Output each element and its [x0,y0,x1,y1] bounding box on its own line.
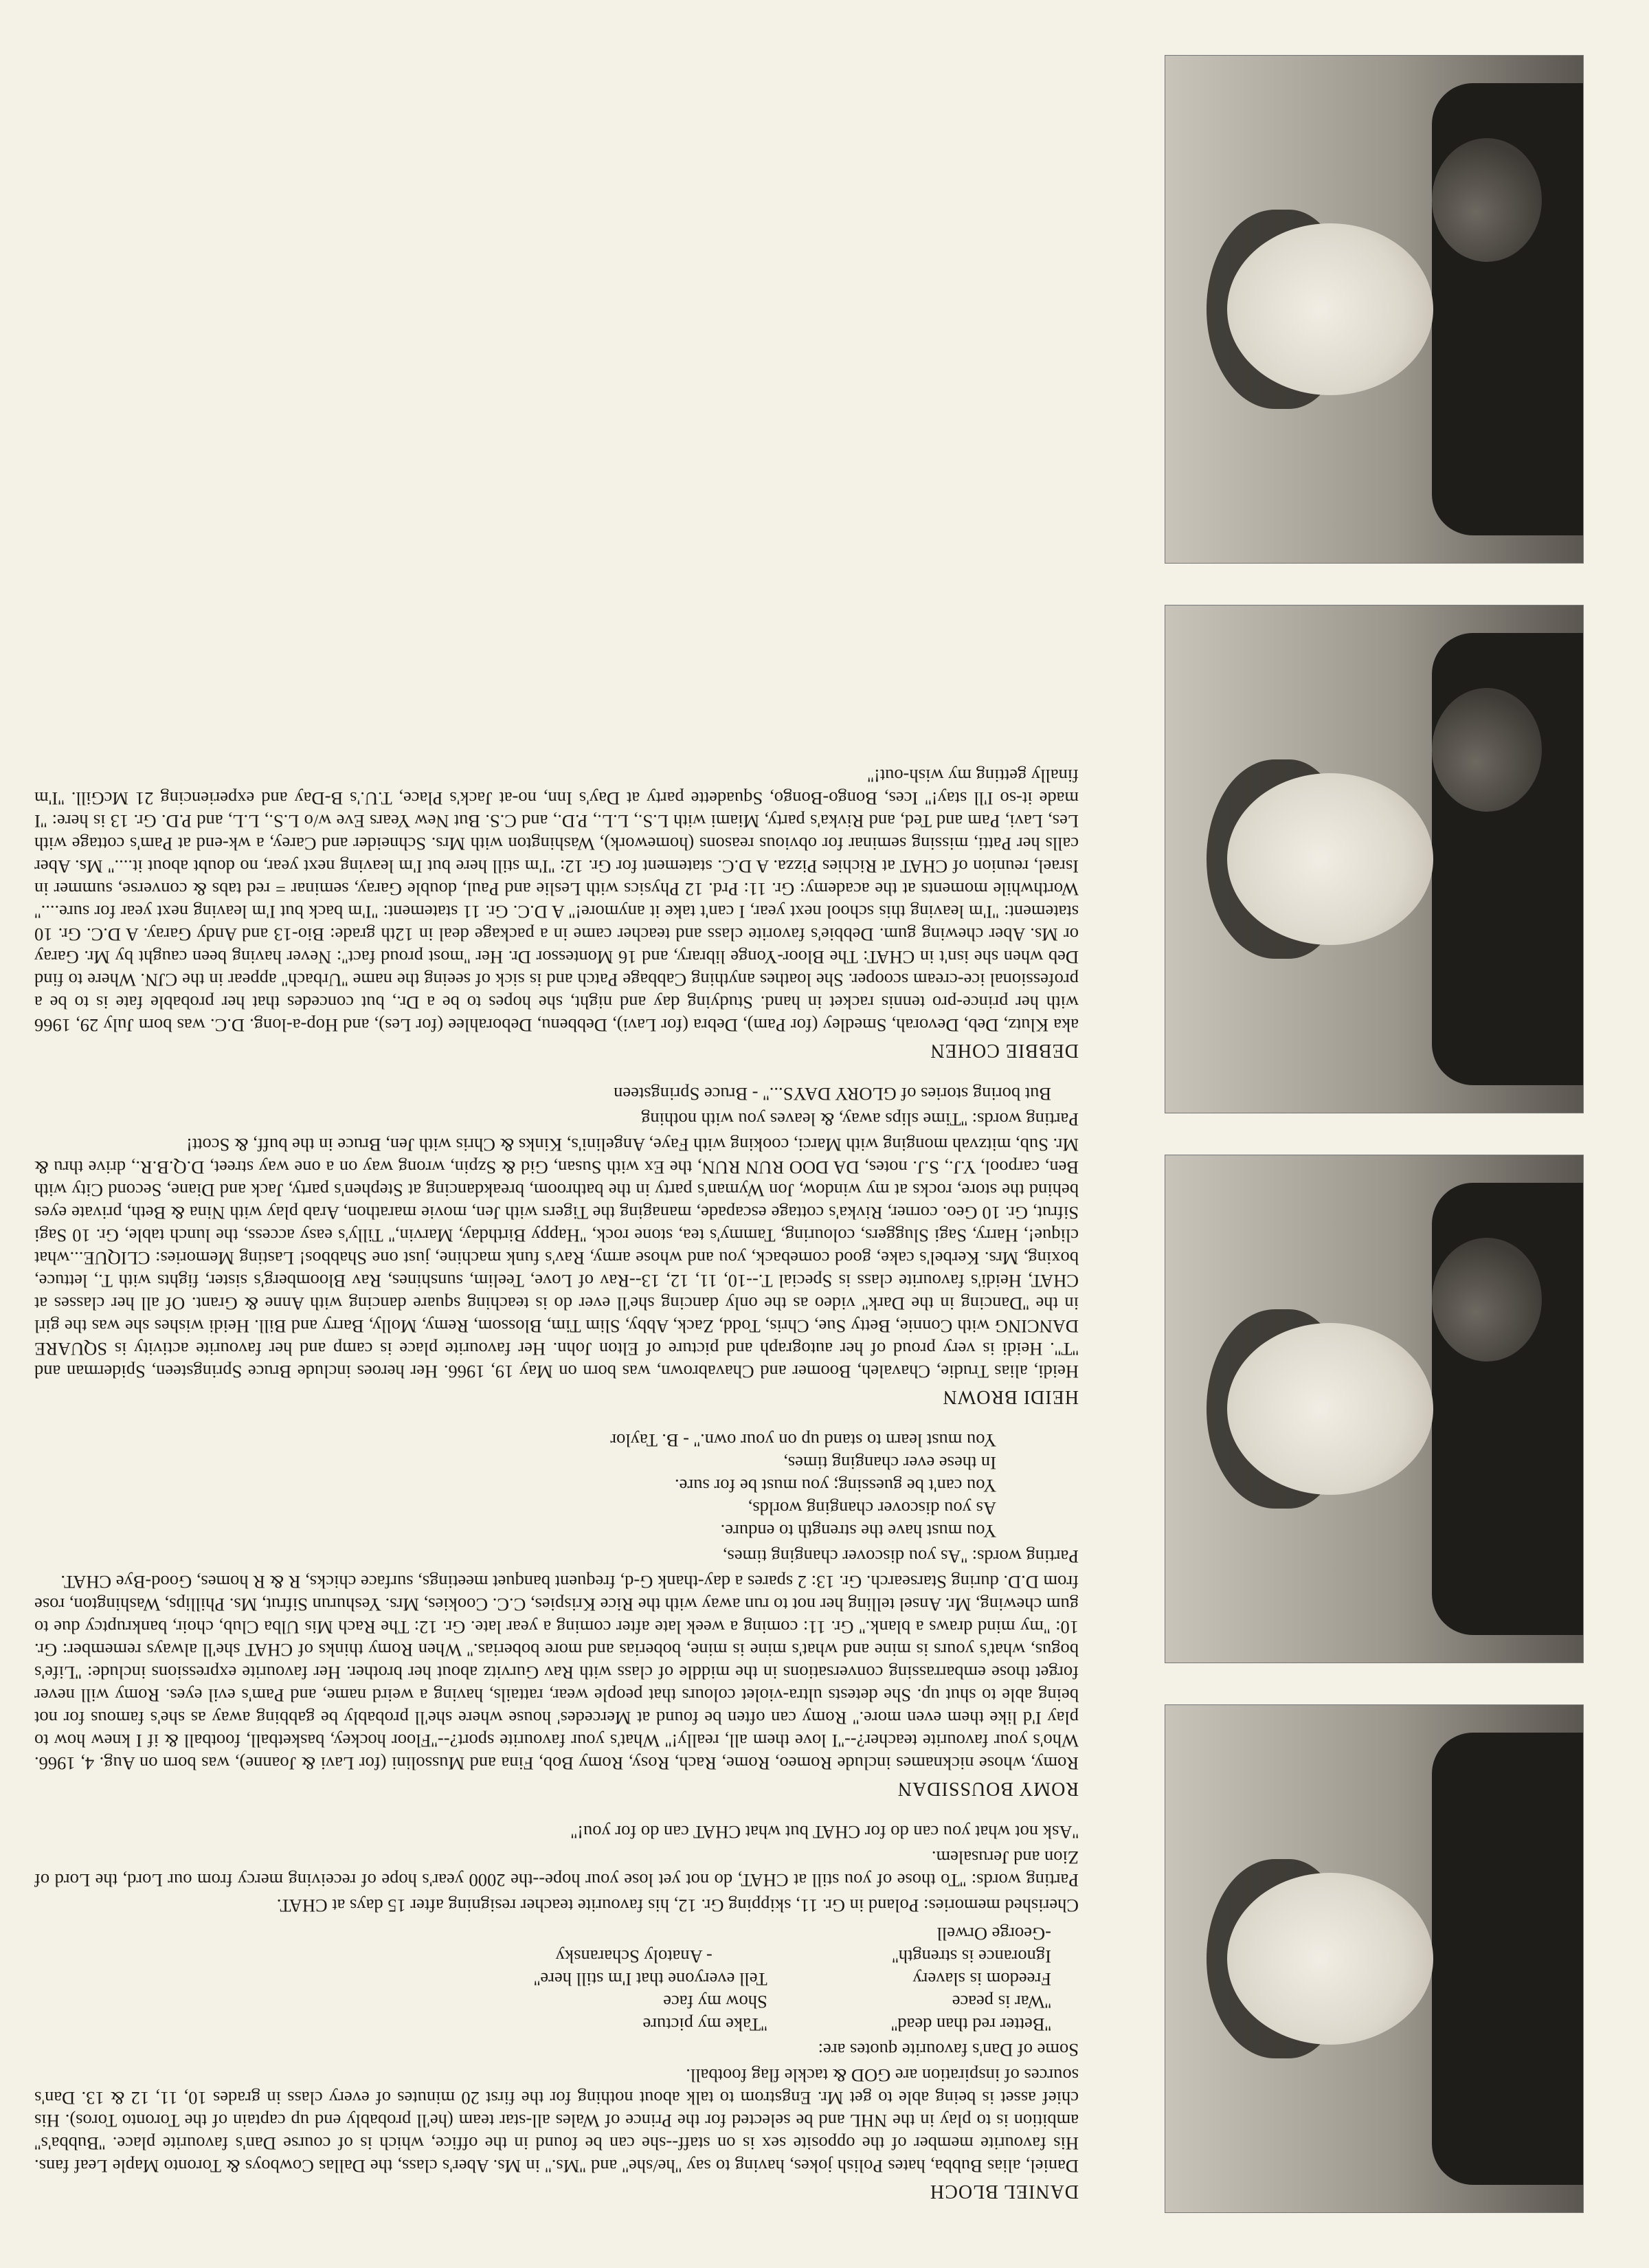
cherished-memories: Cherished memories: Poland in Gr. 11, skipping Gr. 12, his favourite teacher resigning after 15 days at CHAT. [276,1895,1079,1916]
student-name: DEBBIE COHEN [930,1040,1079,1061]
quote-line: Ignorance is strength'' [892,1946,1051,1967]
quote-line: Show my face [663,1992,767,2012]
student-name: ROMY BOUSSIDAN [897,1778,1079,1799]
poem-line: You must learn to stand up on your own.'' - B. Taylor [610,1430,996,1451]
parting-words: Parting words: ''As you discover changing times, [722,1546,1079,1567]
quote-scharansky [534,1922,767,2036]
biography-paragraph: Daniel, alias Bubba, hates Polish jokes, having to say ''he/she'' and ''Ms.'' in Ms. Aber's class, the Dallas Cowboys & Toronto Maple Leaf fans. His favourite member of the opposite sex is on staff--she can be found in the office, which is of course Dan's favourite place. ''Bubba's'' ambition is to play in the NHL and be selected for the Prince of Wales all-star team (he'll probably end up captain of the Toronto Toros). His chief asset is being able to get Mr. Engstrom to talk about nothing for the first 20 minutes of every class in grades 10, 11, 12 & 13. Dan's sources of inspiration are GOD & tackle flag football. [34,2065,1079,2177]
portrait-photo-daniel-bloch [1165,1704,1584,2213]
portrait-photo-debbie-cohen [1165,55,1584,564]
parting-poem [34,1429,996,1542]
parting-words: Parting words: ''To those of you still at CHAT, do not yet lose your hope--the 2000 year's hope of receiving mercy from our Lord, the Lord of Zion and Jerusalem. [34,1847,1079,1891]
face [1227,773,1433,945]
poem-line: As you discover changing worlds, [748,1498,996,1519]
student-name: HEIDI BROWN [942,1386,1079,1408]
face [1227,223,1433,395]
quote-line: Tell everyone that I'm still here'' [533,1969,767,1990]
student-name: DANIEL BLOCH [929,2181,1079,2202]
flower-bouquet [1432,138,1542,262]
graduation-gown [1432,1733,1584,2185]
portrait-photo-romy-boussidan [1165,1155,1584,1663]
poem-line: You can't be guessing; you must be for sure. [675,1476,996,1496]
biography-paragraph: aka Klutz, Deb, Devorah, Smedley (for Pam), Debra (for Lavi), Debbenu, Deborahlee (for Les), and Hop-a-long. D.C. was born July 29, 1966 with her prince-pro tennis racket in hand. Studying day and night, she hopes to be a Dr., but concedes that her probable fate is to be a professional ice-cream scooper. She loathes anything Cabbage Patch and is sick of seeing the name ''Urbach'' appear in the CJN. Where to find Deb when she isn't in CHAT: The Bloor-Yonge library, and 16 Montessor Dr. Her ''most proud fact'': Never having been caught by Mr. Garay or Ms. Aber chewing gum. Debbie's favorite class and teacher came in a package deal in 12th grade: Bio-13 and Andy Garay. A D.C. Gr. 10 statement: ''I'm leaving this school next year, I can't take it anymore!'' A D.C. Gr. 11 statement: ''I'm back but I'm leaving next year for sure....'' Worthwhile moments at the academy: Gr. 11: Prd. 12 Physics with Leslie and Paul, double Garay, seminar = red tabs & converse, summer in Israel, reunion of CHAT at Richies Pizza. A D.C. statement for Gr. 12: ''I'm still here but I'm leaving next year, no doubt about it....'' Ms. Aber calls her Patti, missing seminar for obvious reasons (homework), Washington with Mrs. Schneider and Carey, a wk-end at Pam's cottage with Les, Lavi, Pam and Ted, and Rivka's party, Miami with L.S., L.L., P.D., and C.S. But New Years Eve w/o L.S., L.L, and P.D. Gr. 13 is here: ''I made it-so I'll stay!'' Ices, Bongo-Bongo, Squadette party at Day's Inn, no-at Jack's Place, T.U.'s B-Day and experiencing 21 McGill. ''I'm finally getting my wish-out!'' [34,766,1079,1036]
face [1227,1873,1433,2045]
poem-line: You must have the strength to endure. [720,1521,996,1542]
parting-words: Parting words: ''Time slips away, & leaves you with nothing [641,1109,1079,1130]
portrait-column [1106,0,1642,2268]
parting-words-continued: But boring stories of GLORY DAYS...'' - Bruce Springsteen [614,1084,1051,1104]
quotes [34,1922,1051,2036]
biography-paragraph: Heidi, alias Trudie, Chavaleh, Boomer and Chavabrown, was born on May 19, 1966. Her heroes include Bruce Springsteen, Spiderman and ''T''. Heidi is very proud of her autograph and picture of Elton John. Her favourite place is camp and her favourite activity is SQUARE DANCING with Connie, Betty Sue, Chris, Todd, Zack, Abby, Slim Tim, Blossom, Remy, Molly, Barry and Bill. Heidi wishes she was the girl in the ''Dancing in the Dark'' video as the only dancing she'll ever do is teaching square dancing with Anne & Grant. Of all her classes at CHAT, Heidi's favourite class is Special T.--10, 11, 12, 13--Rav of Love, Teelim, sunshines, Rav Bloomberg's sister, fights with T., lettuce, boxing, Mrs. Kerbel's cake, good comeback, you and whose army, Rav's funk machine, just one Shabbos! Lasting Memories: CLIQUE...what clique!, Harry, Sagi Sluggers, colouring, Tammy's tea, stone rock, ''Happy Birthday, Marvin,'' Tilly's easy access, the lunch table, Gr. 10 Sagi Sifrut, Gr. 10 Geo. corner, Rivka's cottage escapade, managing the Tigers with Jen, movie marathon, Arab play with Nina & Beth, private eyes behind the store, rocks at my window, Jon Wyman's party in the bathroom, breakdancing at Stephen's party, Jack and Diane, Second City with Ben, carpool, Y.J., S.J. notes, DA DOO RUN RUN, the Ex with Susan, Gid & Szpin, wrong way on a one way street, D.Q.B.R., drive thru & Mr. Sub, mitzvah monging with Marci, cooking with Faye, Angelini's, Kinks & Chris with Jen, Bruce in the buff, & Scott! [34,1135,1079,1382]
poem-line: In these ever changing times, [783,1453,996,1474]
biography-paragraph: Romy, whose nicknames include Romeo, Rome, Rach, Rosy, Romy Bob, Fina and Mussolini (for Lavi & Joanne), was born on Aug. 4, 1966. Who's your favourite teacher?--''I love them all, really!'' What's your favourite sport?--''Floor hockey, basketball, football & if I knew how to play I'd like them even more.'' Romy can often be found at Mercedes' house where she'll probably be gabbing away as she's famous for not being able to shut up. She detests ultra-violet colours that people wear, rattails, having a weird name, and Pam's evil eyes. Romy will never forget those embarrassing conversations in the middle of class with Rav Gurvitz about her brother. Her favourite expressions include: ''Life's bogus, what's yours is mine and what's mine is mine, boberias and more boberias.'' When Romy thinks of CHAT she'll always remember: Gr. 10: ''my mind draws a blank.'' Gr. 11: coming a week late after coming a year late. Gr. 12: The Rach Mis Ulba Club, choir, bankruptcy due to gum chewing, Mr. Ansel telling her not to run away with the Rice Krispies, C.C. Cookies, Mrs. Yeshurun Sifrut, Ms. Phillips, Washington, rose from D.D. during Starsearch. Gr. 13: 2 spares a day-thank G-d, frequent banquet meetings, surface chicks, R & R homes, Good-Bye CHAT. [34,1572,1079,1774]
flower-bouquet [1432,1238,1542,1361]
quote-attribution: - Anatoly Scharansky [555,1946,713,1967]
entry-debbie-cohen [34,764,1079,1062]
quote-line: ''Take my picture [642,2014,767,2035]
portrait-photo-heidi-brown [1165,605,1584,1113]
biography-text [34,744,1079,2203]
quote-line: Freedom is slavery [912,1969,1051,1990]
face [1227,1323,1433,1495]
quote-orwell [891,1922,1051,2036]
entry-romy-boussidan [34,1429,1079,1800]
entry-daniel-bloch [34,1821,1079,2203]
flower-bouquet [1432,688,1542,812]
quote-attribution: -George Orwell [936,1924,1051,1944]
quote-line: ''Better red than dead'' [890,2014,1051,2035]
closing-quote: ''Ask not what you can do for CHAT but what CHAT can do for you!'' [570,1822,1079,1843]
quotes-intro: Some of Dan's favourite quotes are: [818,2040,1079,2060]
entry-heidi-brown [34,1082,1079,1408]
quote-line: ''War is peace [952,1992,1051,2012]
